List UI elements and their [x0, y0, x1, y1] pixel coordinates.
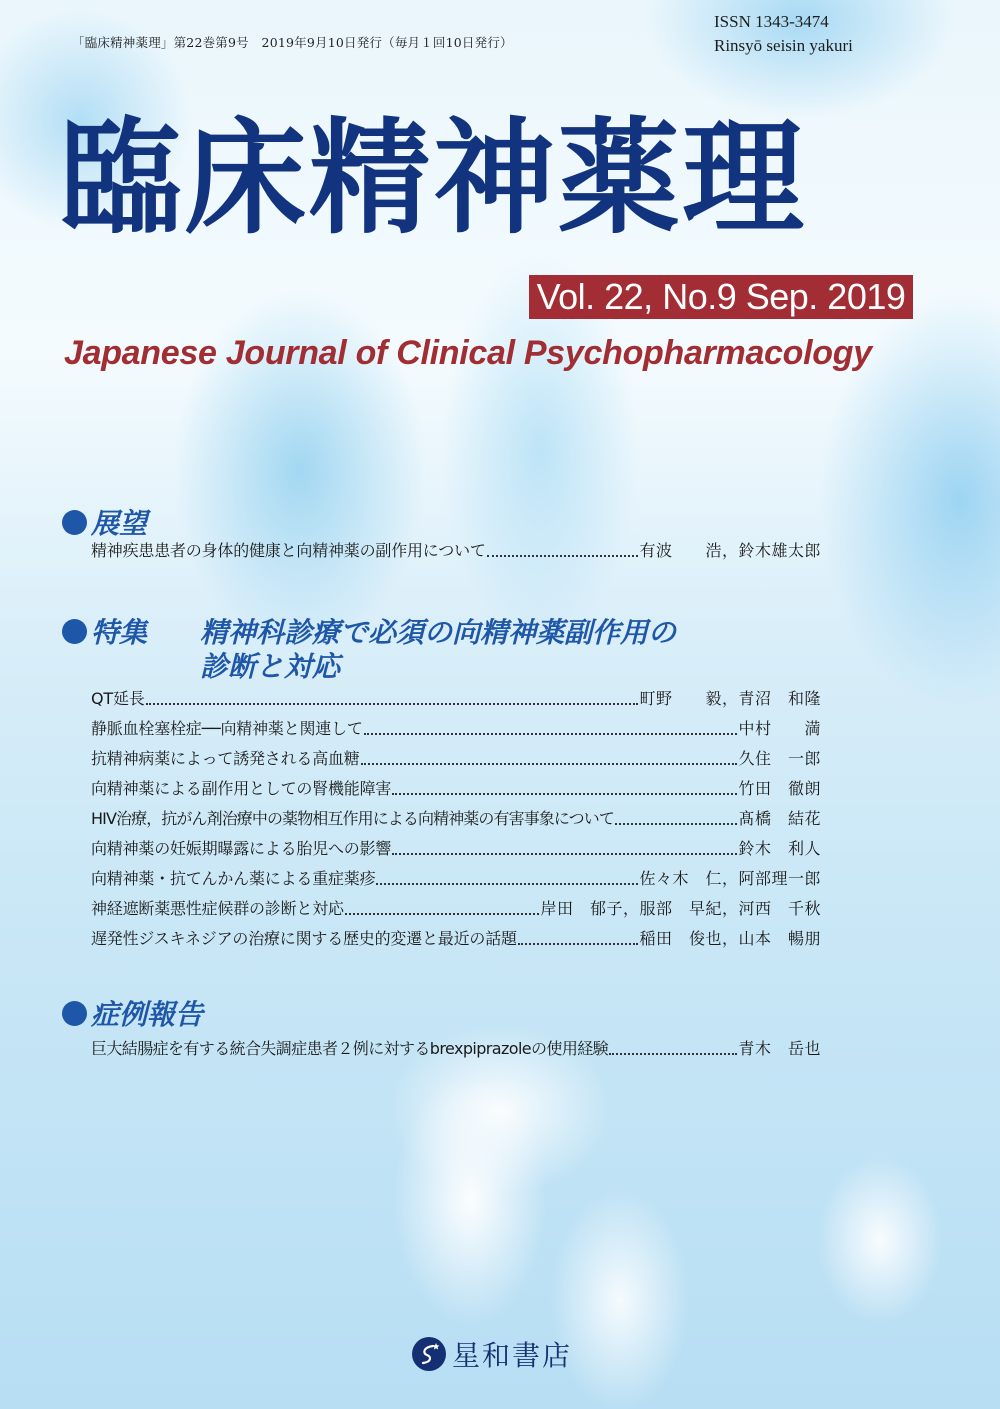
- toc-entry[interactable]: [91, 866, 821, 894]
- toc-entry-title: 向精神薬による副作用としての腎機能障害: [91, 779, 392, 798]
- publisher: [412, 1334, 572, 1374]
- toc-entry-authors: 町野 毅，青沼 和隆: [639, 689, 821, 708]
- toc-entry[interactable]: [91, 926, 821, 954]
- toc-entry-authors: 髙橋 結花: [738, 809, 821, 828]
- toc-entry-title: 向精神薬・抗てんかん薬による重症薬疹: [91, 869, 376, 888]
- toc-entry-title: 静脈血栓塞栓症──向精神薬と関連して: [91, 719, 363, 738]
- dot-leader: [518, 943, 639, 945]
- dot-leader: [609, 1053, 737, 1055]
- section-heading-outlook-label: 展望: [91, 507, 148, 540]
- feature-title: [200, 616, 676, 684]
- toc-entry[interactable]: [91, 716, 821, 744]
- volume-issue-badge: Vol. 22, No.9 Sep. 2019: [529, 275, 913, 319]
- toc-entry[interactable]: [91, 776, 821, 804]
- dot-leader: [146, 703, 639, 705]
- feature-title-line2: 診断と対応: [200, 650, 341, 683]
- toc-entry-title: 抗精神病薬によって誘発される高血糖: [91, 749, 360, 768]
- dot-leader: [487, 555, 639, 557]
- bullet-dot-icon: [62, 1001, 87, 1026]
- toc-entry[interactable]: [91, 538, 821, 566]
- dot-leader: [392, 793, 737, 795]
- dot-leader: [615, 823, 738, 825]
- toc-entry[interactable]: [91, 686, 821, 714]
- dot-leader: [364, 733, 738, 735]
- toc-entry-title: 神経遮断薬悪性症候群の診断と対応: [91, 899, 344, 918]
- issn: ISSN 1343-3474: [714, 12, 829, 31]
- romanized-title: Rinsyō seisin yakuri: [714, 36, 853, 55]
- toc-entry-authors: 稲田 俊也，山本 暢朋: [639, 929, 821, 948]
- section-heading-feature-label: 特集: [91, 616, 148, 649]
- toc-entry[interactable]: [91, 896, 821, 924]
- bullet-dot-icon: [62, 510, 87, 535]
- toc-entry-title: 向精神薬の妊娠期曝露による胎児への影響: [91, 839, 392, 858]
- toc-entry-authors: 佐々木 仁，阿部理一郎: [639, 869, 821, 888]
- toc-entry-authors: 竹田 徹朗: [738, 779, 821, 798]
- toc-entry-authors: 岸田 郁子，服部 早紀，河西 千秋: [540, 899, 821, 918]
- toc-entry-authors: 久住 一郎: [738, 749, 821, 768]
- feature-title-line1: 精神科診療で必須の向精神薬副作用の: [200, 616, 677, 649]
- publisher-name: 星和書店: [452, 1339, 573, 1372]
- toc-entry-title: 精神疾患患者の身体的健康と向精神薬の副作用について: [91, 541, 486, 560]
- journal-title: 臨床精神薬理: [60, 107, 807, 251]
- issue-line: 「臨床精神薬理」第22巻第9号 2019年9月10日発行（毎月１回10日発行）: [72, 35, 513, 50]
- toc-entry-title: 遅発性ジスキネジアの治療に関する歴史的変遷と最近の話題: [91, 929, 517, 948]
- section-heading-case-report-label: 症例報告: [91, 998, 204, 1031]
- toc-entry-authors: 青木 岳也: [738, 1039, 821, 1058]
- dot-leader: [345, 913, 540, 915]
- issn-block: [714, 10, 853, 58]
- dot-leader: [392, 853, 737, 855]
- star-swoosh-logo-icon: [412, 1337, 446, 1371]
- toc-entry[interactable]: [91, 836, 821, 864]
- section-heading-case-report: [62, 998, 203, 1032]
- bullet-dot-icon: [62, 619, 87, 644]
- english-title: Japanese Journal of Clinical Psychopharmacology: [64, 334, 872, 372]
- toc-entry-title: 巨大結腸症を有する統合失調症患者２例に対するbrexpiprazoleの使用経験: [91, 1039, 609, 1058]
- dot-leader: [361, 763, 738, 765]
- toc-entry-title: HIV治療，抗がん剤治療中の薬物相互作用による向精神薬の有害事象について: [91, 809, 614, 828]
- toc-entry-title: QT延長: [91, 689, 145, 708]
- toc-entry[interactable]: [91, 1036, 821, 1064]
- section-heading-feature: [62, 616, 147, 650]
- toc-entry[interactable]: [91, 806, 821, 834]
- toc-entry[interactable]: [91, 746, 821, 774]
- toc-entry-authors: 鈴木 利人: [738, 839, 821, 858]
- dot-leader: [376, 883, 638, 885]
- section-heading-outlook: [62, 507, 147, 541]
- toc-entry-authors: 有波 浩，鈴木雄太郎: [639, 541, 821, 560]
- toc-entry-authors: 中村 満: [738, 719, 821, 738]
